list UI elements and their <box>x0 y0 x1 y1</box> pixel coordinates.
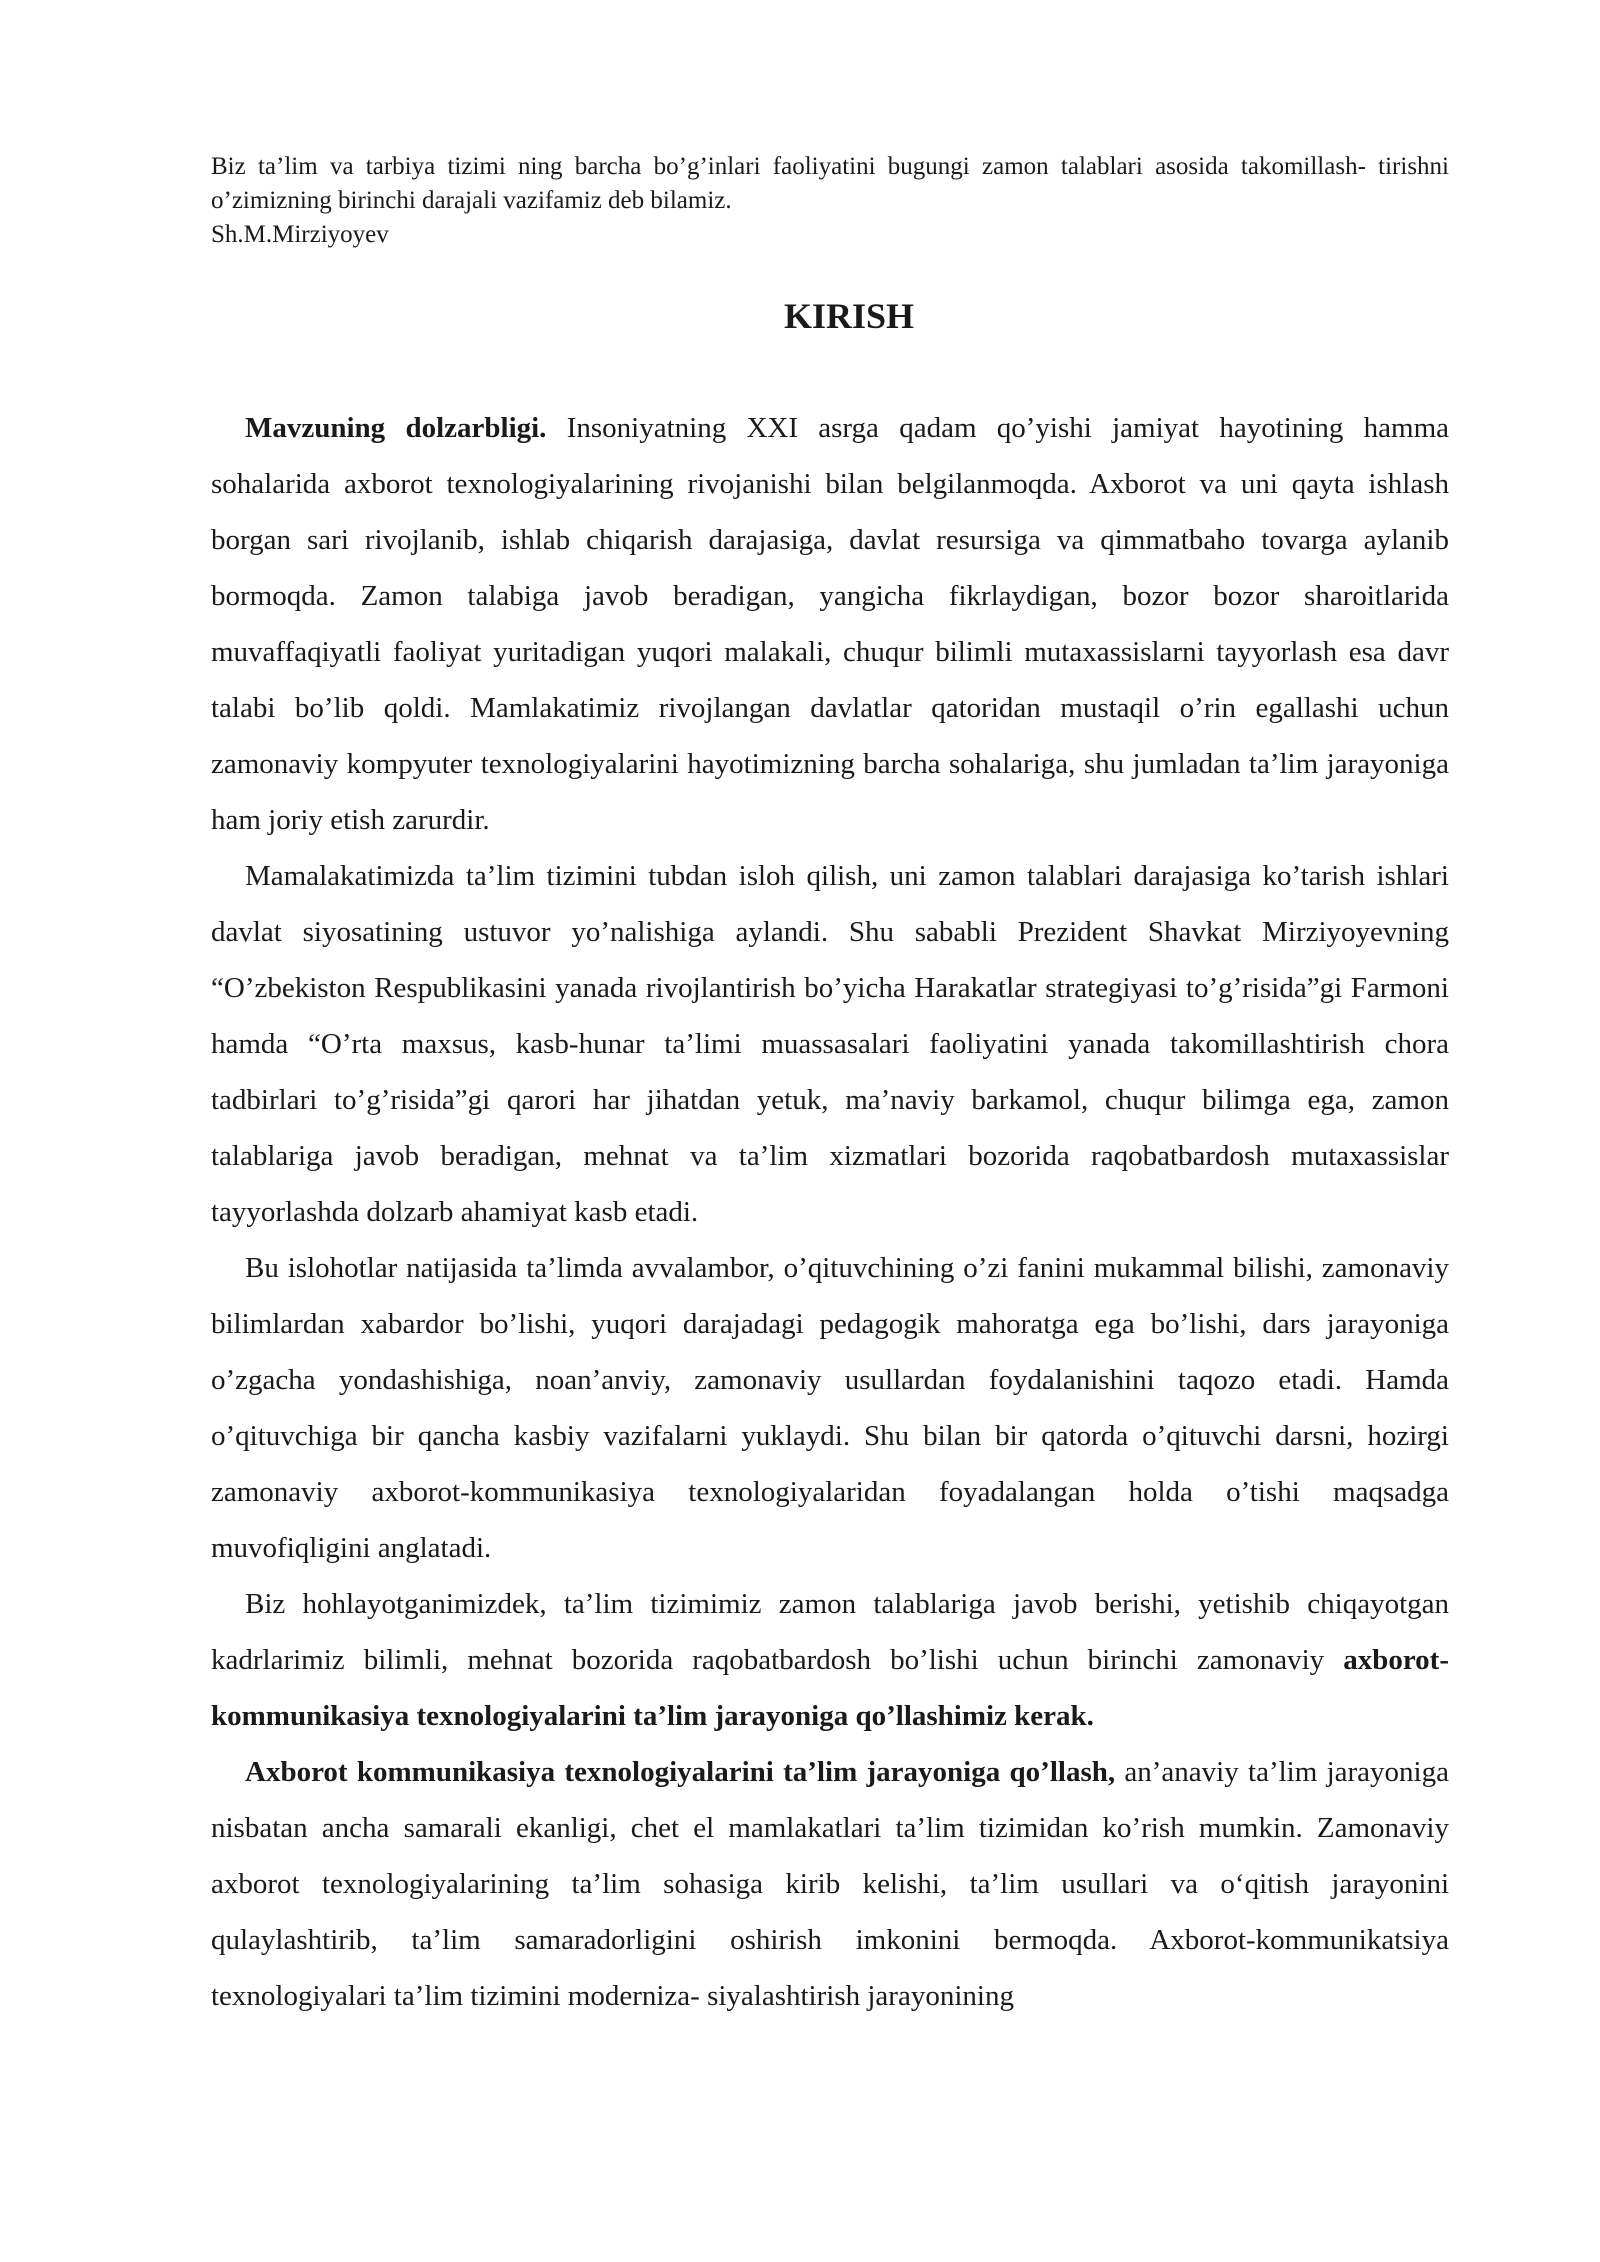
paragraph-relevance <box>211 400 1449 848</box>
paragraph-goal <box>211 1576 1449 1744</box>
paragraph-teacher <box>211 1240 1449 1576</box>
document-page <box>211 150 1449 2024</box>
section-heading: KIRISH <box>783 296 915 336</box>
epigraph <box>211 150 1449 252</box>
paragraph-lead-bold: Mavzuning dolzarbligi. <box>245 412 547 444</box>
paragraph-reform <box>211 848 1449 1240</box>
paragraph-text: Biz hohlayotganimizdek, ta’lim tizimimiz zamon talablariga javob berishi, yetishib chiqayotgan kadrlarimiz bilimli, mehnat bozorida raqobatbardosh bo’lishi uchun birinchi zamonaviy <box>211 1588 1449 1676</box>
paragraph-lead-bold: Axborot kommunikasiya texnologiyalarini ta’lim jarayoniga qo’llash, <box>245 1756 1116 1788</box>
document-body <box>211 400 1449 2024</box>
paragraph-ict <box>211 1744 1449 2024</box>
epigraph-quote: Biz ta’lim va tarbiya tizimi ning barcha bo’g’inlari faoliyatini bugungi zamon talablari asosida takomillash- tirishni o’zimizning birinchi darajali vazifamiz deb bilamiz. <box>211 153 1449 214</box>
epigraph-author: Sh.M.Mirziyoyev <box>211 221 389 248</box>
paragraph-trail-bold: axborot-kommunikasiya texnologiyalarini ta’lim jarayoniga qo’llashimiz kerak. <box>211 1644 1449 1732</box>
paragraph-text: an’anaviy ta’lim jarayoniga nisbatan ancha samarali ekanligi, chet el mamlakatlari ta’lim tizimidan ko’rish mumkin. Zamonaviy axborot texnologiyalarining ta’lim sohasiga kirib kelishi, ta’lim usullari va o‘qitish jarayonini qulaylashtirib, ta’lim samaradorligini oshirish imkonini bermoqda. Axborot-kommunikatsiya texnologiyalari ta’lim tizimini moderniza- siyalashtirish jarayonining <box>211 1756 1449 2012</box>
paragraph-text: Mamalakatimizda ta’lim tizimini tubdan isloh qilish, uni zamon talablari darajasiga ko’tarish ishlari davlat siyosatining ustuvor yo’nalishiga aylandi. Shu sababli Prezident Shavkat Mirziyoyevning “O’zbekiston Respublikasini yanada rivojlantirish bo’yicha Harakatlar strategiyasi to’g’risida”gi Farmoni hamda “O’rta maxsus, kasb-hunar ta’limi muassasalari faoliyatini yanada takomillashtirish chora tadbirlari to’g’risida”gi qarori har jihatdan yetuk, ma’naviy barkamol, chuqur bilimga ega, zamon talablariga javob beradigan, mehnat va ta’lim xizmatlari bozorida raqobatbardosh mutaxassislar tayyorlashda dolzarb ahamiyat kasb etadi. <box>211 860 1449 1228</box>
paragraph-text: Insoniyatning XXI asrga qadam qo’yishi jamiyat hayotining hamma sohalarida axborot texnologiyalarining rivojanishi bilan belgilanmoqda. Axborot va uni qayta ishlash borgan sari rivojlanib, ishlab chiqarish darajasiga, davlat resursiga va qimmatbaho tovarga aylanib bormoqda. Zamon talabiga javob beradigan, yangicha fikrlaydigan, bozor bozor sharoitlarida muvaffaqiyatli faoliyat yuritadigan yuqori malakali, chuqur bilimli mutaxassislarni tayyorlash esa davr talabi bo’lib qoldi. Mamlakatimiz rivojlangan davlatlar qatoridan mustaqil o’rin egallashi uchun zamonaviy kompyuter texnologiyalarini hayotimizning barcha sohalariga, shu jumladan ta’lim jarayoniga ham joriy etish zarurdir. <box>211 412 1449 836</box>
paragraph-text: Bu islohotlar natijasida ta’limda avvalambor, o’qituvchining o’zi fanini mukammal bilishi, zamonaviy bilimlardan xabardor bo’lishi, yuqori darajadagi pedagogik mahoratga ega bo’lishi, dars jarayoniga o’zgacha yondashishiga, noan’anviy, zamonaviy usullardan foydalanishini taqozo etadi. Hamda o’qituvchiga bir qancha kasbiy vazifalarni yuklaydi. Shu bilan bir qatorda o’qituvchi darsni, hozirgi zamonaviy axborot-kommunikasiya texnologiyalaridan foyadalangan holda o’tishi maqsadga muvofiqligini anglatadi. <box>211 1252 1449 1564</box>
